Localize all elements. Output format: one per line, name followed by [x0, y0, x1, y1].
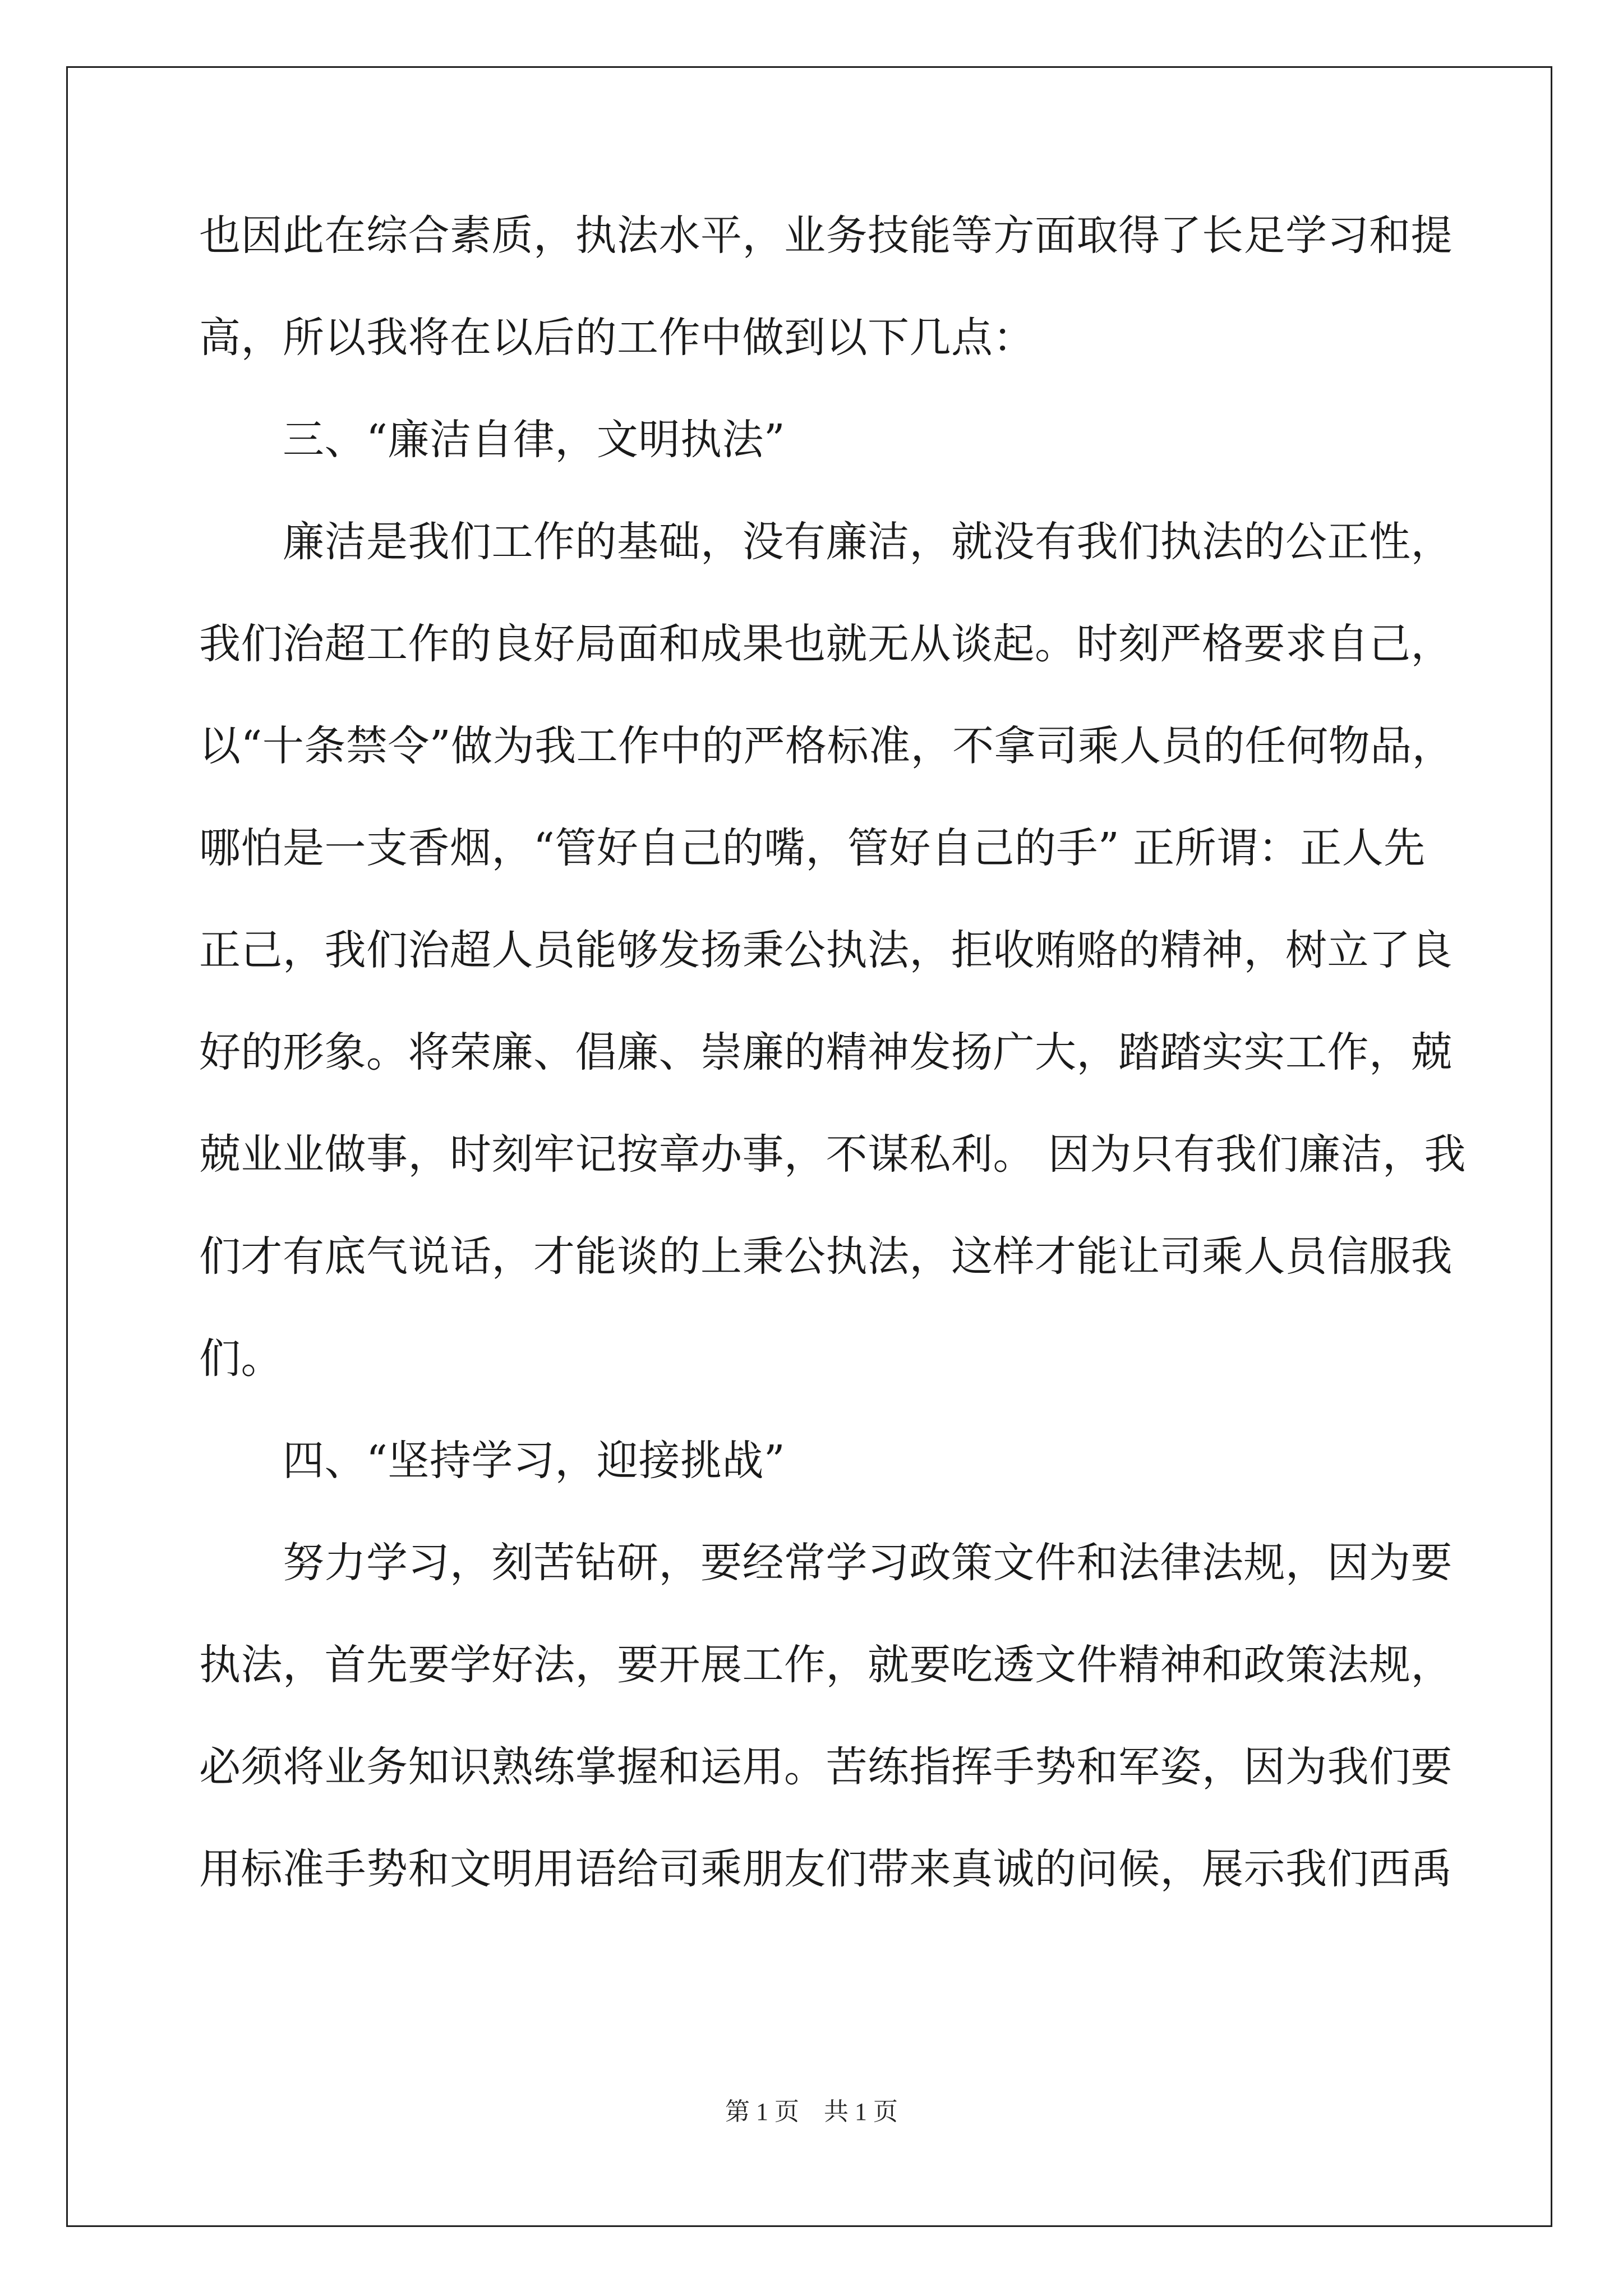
text-line: 兢业业做事，时刻牢记按章办事，不谋私利。 因为只有我们廉洁，我 [199, 1130, 1467, 1179]
section-heading: 四、“坚持学习，迎接挑战” [199, 1437, 786, 1485]
text-line: 正己，我们治超人员能够发扬秉公执法，拒收贿赂的精神，树立了良 [199, 926, 1453, 974]
text-line: 执法，首先要学好法，要开展工作，就要吃透文件精神和政策法规， [199, 1641, 1453, 1689]
section-heading: 三、“廉洁自律，文明执法” [199, 416, 786, 464]
text-line: 必须将业务知识熟练掌握和运用。苦练指挥手势和军姿，因为我们要 [199, 1743, 1453, 1791]
text-line: 我们治超工作的良好局面和成果也就无从谈起。时刻严格要求自己， [199, 620, 1453, 668]
text-line: 们。 [199, 1335, 283, 1383]
text-line: 高，所以我将在以后的工作中做到以下几点： [199, 314, 1035, 362]
text-line: 也因此在综合素质，执法水平，业务技能等方面取得了长足学习和提 [199, 211, 1453, 260]
text-line: 们才有底气说话，才能谈的上秉公执法，这样才能让司乘人员信服我 [199, 1232, 1453, 1281]
text-line: 努力学习，刻苦钻研，要经常学习政策文件和法律法规，因为要 [199, 1539, 1453, 1587]
text-line: 用标准手势和文明用语给司乘朋友们带来真诚的问候，展示我们西禹 [199, 1845, 1453, 1893]
text-line: 以“十条禁令”做为我工作中的严格标准，不拿司乘人员的任何物品， [199, 722, 1454, 770]
text-line: 好的形象。将荣廉、倡廉、崇廉的精神发扬广大，踏踏实实工作，兢 [199, 1028, 1453, 1076]
text-line: 廉洁是我们工作的基础，没有廉洁，就没有我们执法的公正性， [199, 518, 1453, 566]
page-footer: 第 1 页 共 1 页 [725, 2098, 898, 2125]
text-line: 哪怕是一支香烟，“管好自己的嘴，管好自己的手” 正所谓：正人先 [199, 824, 1426, 872]
